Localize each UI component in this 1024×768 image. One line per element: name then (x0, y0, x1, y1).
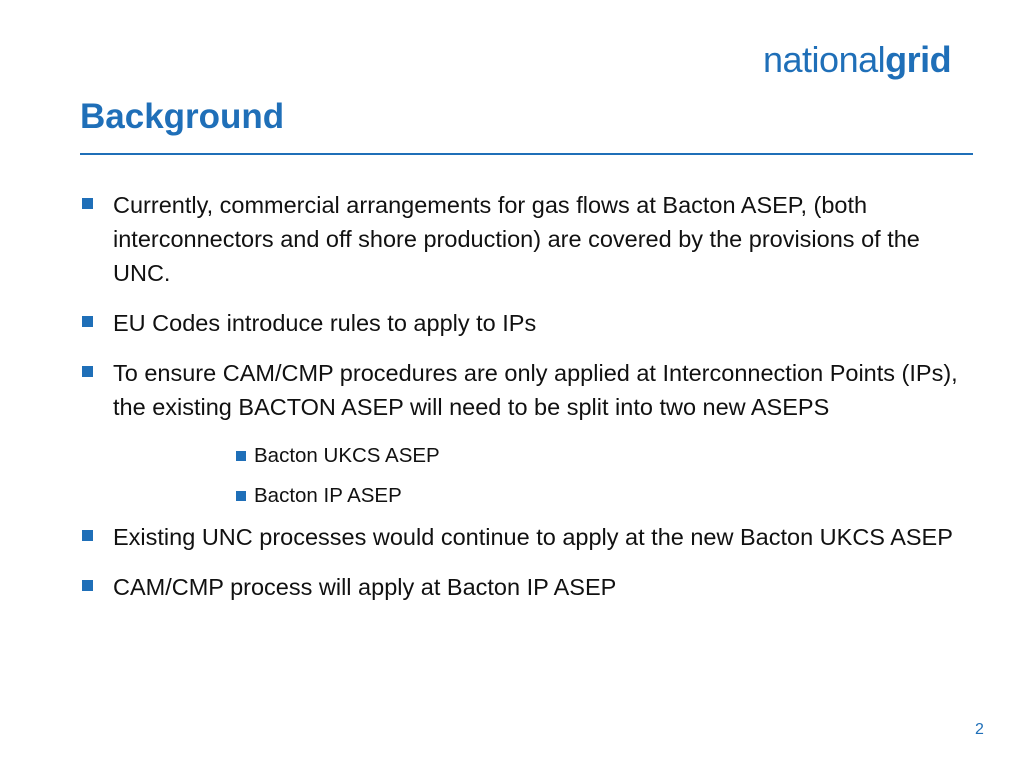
bullet-square-icon (82, 366, 93, 377)
title-divider (80, 153, 973, 155)
bullet-item (80, 356, 970, 424)
bullet-item (80, 306, 970, 340)
bullet-square-icon (236, 491, 246, 501)
bullet-square-icon (82, 316, 93, 327)
sub-bullet-item (80, 480, 970, 512)
bullet-square-icon (82, 580, 93, 591)
sub-bullet-item (80, 440, 970, 472)
bullet-square-icon (82, 198, 93, 209)
logo-text-grid: grid (885, 39, 952, 80)
bullet-square-icon (236, 451, 246, 461)
sub-bullet-text: Bacton UKCS ASEP (254, 444, 440, 467)
sub-bullet-text: Bacton IP ASEP (254, 484, 402, 507)
page-number: 2 (975, 721, 984, 738)
bullet-text: To ensure CAM/CMP procedures are only applied at Interconnection Points (IPs), the existing BACTON ASEP will need to be split into two new ASEPS (113, 360, 958, 420)
bullet-text: Existing UNC processes would continue to apply at the new Bacton UKCS ASEP (113, 524, 953, 550)
bullet-item (80, 520, 970, 554)
nationalgrid-logo (763, 38, 951, 82)
bullet-list (80, 188, 970, 620)
bullet-item (80, 188, 970, 290)
slide-title: Background (80, 97, 285, 136)
logo-text-national: national (763, 39, 886, 80)
bullet-square-icon (82, 530, 93, 541)
bullet-item (80, 570, 970, 604)
bullet-text: CAM/CMP process will apply at Bacton IP ASEP (113, 574, 617, 600)
bullet-text: Currently, commercial arrangements for gas flows at Bacton ASEP, (both interconnectors and off shore production) are covered by the provisions of the UNC. (113, 192, 920, 286)
bullet-text: EU Codes introduce rules to apply to IPs (113, 310, 537, 336)
